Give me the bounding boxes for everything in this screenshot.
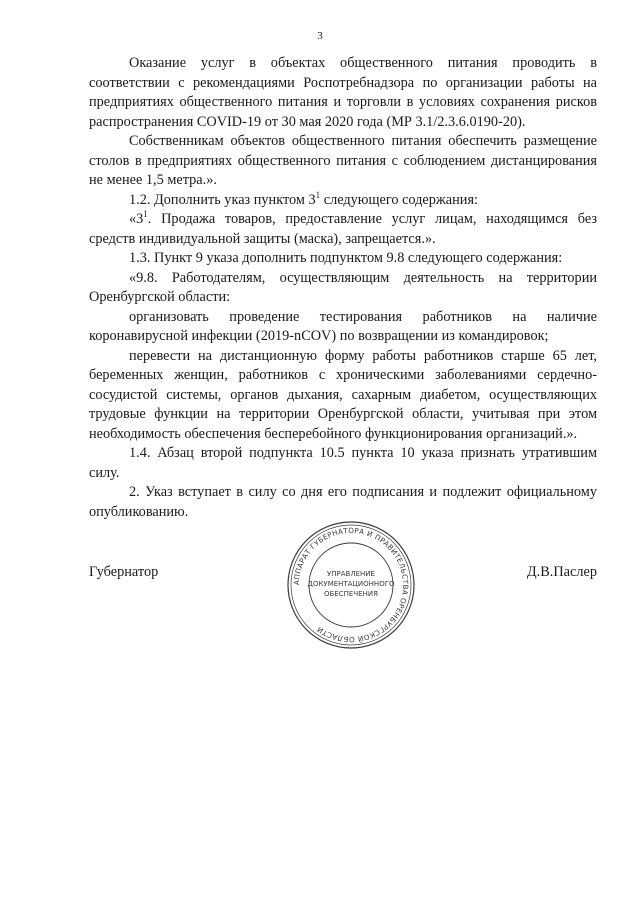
page-number: 3 xyxy=(317,30,323,42)
paragraph-text: следующего содержания: xyxy=(320,191,478,208)
paragraph-text: . Продажа товаров, предоставление услуг лицам, находящимся без средств индивидуальной защиты (маска), запрещается.». xyxy=(89,211,597,247)
signatory-title: Губернатор xyxy=(89,564,159,580)
paragraph: 1.4. Абзац второй подпункта 10.5 пункта 10 указа признать утратившим силу. xyxy=(89,445,597,481)
superscript: 1 xyxy=(143,209,148,220)
paragraph: Оказание услуг в объектах общественного питания проводить в соответствии с рекомендациями Роспотребнадзора по организации работы на предприятиях общественного питания и торговли в условиях сохранения рисков распространения COVID-19 от 30 мая 2020 года (МР 3.1/2.3.6.0190-20). xyxy=(89,55,597,130)
paragraph xyxy=(89,210,597,249)
paragraph: перевести на дистанционную форму работы работников старше 65 лет, беременных женщин, работников с хроническими заболеваниями сердечно-сосудистой системы, органов дыхания, сахарным диабетом, осуществляющих трудовые функции на территории Оренбургской области, учитывая при этом необходимость обеспечения бесперебойного функционирования организаций.». xyxy=(89,347,597,442)
superscript: 1 xyxy=(315,189,321,200)
paragraph: Собственникам объектов общественного питания обеспечить размещение столов в предприятиях общественного питания с соблюдением дистанцирования не менее 1,5 метра.». xyxy=(89,133,597,188)
paragraph: 1.3. Пункт 9 указа дополнить подпунктом 9.8 следующего содержания: xyxy=(129,250,563,266)
stamp-inner-line: ОБЕСПЕЧЕНИЯ xyxy=(324,590,378,598)
stamp-inner-line: ДОКУМЕНТАЦИОННОГО xyxy=(307,580,395,588)
paragraph: 2. Указ вступает в силу со дня его подписания и подлежит официальному опубликованию. xyxy=(89,484,597,520)
paragraph: организовать проведение тестирования работников на наличие коронавирусной инфекции (2019-nCOV) по возвращении из командировок; xyxy=(89,308,597,344)
paragraph-text: 1.2. Дополнить указ пунктом 3 xyxy=(129,191,316,208)
stamp-inner-line: УПРАВЛЕНИЕ xyxy=(327,570,375,578)
paragraph: «9.8. Работодателям, осуществляющим деятельность на территории Оренбургской области: xyxy=(89,269,597,305)
paragraph xyxy=(89,191,597,211)
official-stamp xyxy=(286,520,416,650)
document-body xyxy=(89,54,597,522)
stamp-outer-text: АППАРАТ ГУБЕРНАТОРА И ПРАВИТЕЛЬСТВА ОРЕНБУРГСКОЙ ОБЛАСТИ xyxy=(291,525,411,645)
signatory-name: Д.В.Паслер xyxy=(526,564,597,580)
paragraph-text: «3 xyxy=(129,211,144,227)
